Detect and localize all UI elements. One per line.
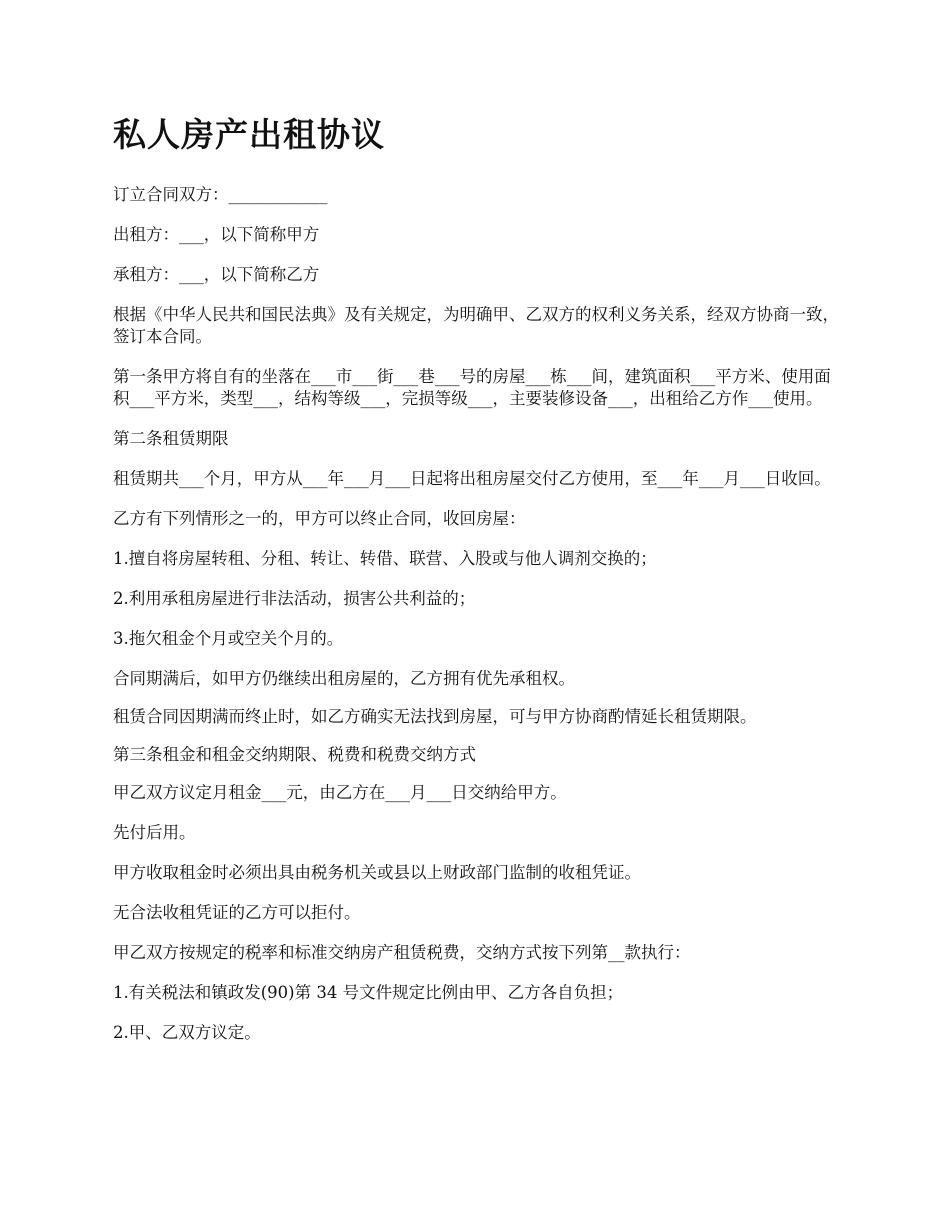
paragraph-article-1: 第一条甲方将自有的坐落在___市___街___巷___号的房屋___栋___间，建筑面积___平方米、使用面积___平方米，类型___，结构等级___，完损等级___，主要装修设备___，出租给乙方作___使用。 [113,367,831,408]
paragraph-lease-term: 租赁期共___个月，甲方从___年___月___日起将出租房屋交付乙方使用，至___年___月___日收回。 [113,469,831,488]
paragraph-lessee: 承租方：___，以下简称乙方 [113,265,320,284]
paragraph-refuse-payment: 无合法收租凭证的乙方可以拒付。 [113,903,361,922]
paragraph-basis: 根据《中华人民共和国民法典》及有关规定，为明确甲、乙双方的权利义务关系，经双方协商一致，签订本合同。 [113,305,839,346]
paragraph-tax-option-2: 2.甲、乙双方议定。 [113,1023,261,1042]
paragraph-termination-conditions: 乙方有下列情形之一的，甲方可以终止合同，收回房屋： [113,509,526,528]
paragraph-parties: 订立合同双方：____________ [113,185,328,204]
paragraph-article-2-heading: 第二条租赁期限 [113,429,229,448]
paragraph-extension: 租赁合同因期满而终止时，如乙方确实无法找到房屋，可与甲方协商酌情延长租赁期限。 [113,707,757,726]
paragraph-tax-method: 甲乙双方按规定的税率和标准交纳房产租赁税费，交纳方式按下列第__款执行： [113,943,691,962]
paragraph-condition-3: 3.拖欠租金个月或空关个月的。 [113,629,344,648]
paragraph-pay-first: 先付后用。 [113,823,196,842]
paragraph-condition-1: 1.擅自将房屋转租、分租、转让、转借、联营、入股或与他人调剂交换的； [113,549,657,568]
paragraph-monthly-rent: 甲乙双方议定月租金___元，由乙方在___月___日交纳给甲方。 [113,783,567,802]
document-body [113,112,840,1062]
paragraph-tax-option-1: 1.有关税法和镇政发(90)第 34 号文件规定比例由甲、乙方各自负担； [113,983,624,1002]
paragraph-priority-right: 合同期满后，如甲方仍继续出租房屋的，乙方拥有优先承租权。 [113,669,575,688]
paragraph-receipt: 甲方收取租金时必须出具由税务机关或县以上财政部门监制的收租凭证。 [113,863,641,882]
paragraph-article-3-heading: 第三条租金和租金交纳期限、税费和税费交纳方式 [113,745,476,764]
paragraph-lessor: 出租方：___，以下简称甲方 [113,225,320,244]
paragraph-condition-2: 2.利用承租房屋进行非法活动，损害公共利益的； [113,589,476,608]
document-title: 私人房产出租协议 [113,115,385,154]
